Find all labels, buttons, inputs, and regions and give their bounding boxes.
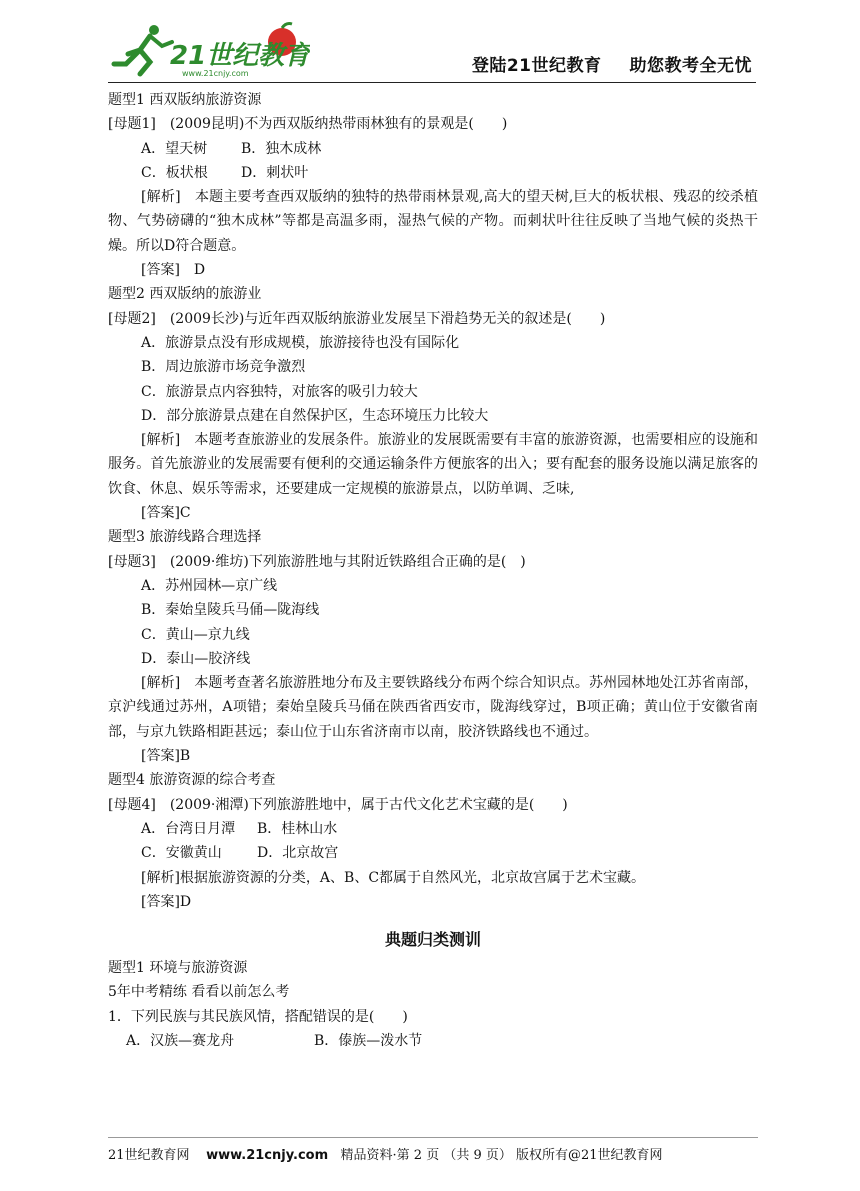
question-type-heading: 题型1 环境与旅游资源	[108, 960, 248, 977]
logo-text: 21世纪教育	[170, 41, 310, 71]
slogan-left: 登陆21世纪教育	[471, 56, 602, 76]
header-slogan	[472, 51, 752, 76]
option: D．北京故宫	[257, 845, 339, 862]
question-type-heading: 题型4 旅游资源的综合考查	[108, 772, 276, 789]
question-stem: [母题2] (2009长沙)与近年西双版纳旅游业发展呈下滑趋势无关的叙述是( )	[108, 310, 606, 327]
option: B．桂林山水	[257, 820, 338, 837]
option-row	[108, 841, 758, 865]
footer-url: www.21cnjy.com	[206, 1148, 329, 1163]
question-stem: [母题1] (2009昆明)不为西双版纳热带雨林独有的景观是( )	[108, 116, 508, 133]
21cnjy-logo	[110, 20, 310, 80]
option: C．黄山—京九线	[141, 626, 250, 643]
option: B．周边旅游市场竞争激烈	[141, 359, 306, 376]
answer: [答案]C	[141, 505, 191, 522]
page-header	[108, 14, 756, 83]
page-footer	[108, 1137, 758, 1163]
option: A．望天树	[141, 140, 208, 157]
analysis-paragraph: [解析] 本题考查著名旅游胜地分布及主要铁路线分布两个综合知识点。苏州园林地处江苏省南部，京沪线通过苏州，A项错；秦始皇陵兵马俑在陕西省西安市，陇海线穿过，B项正确；黄山位于安徽省南部，与京九铁路相距甚远；泰山位于山东省济南市以南，胶济铁路线也不通过。	[108, 675, 758, 740]
slogan-right: 助您教考全无忧	[629, 56, 752, 76]
option: C．安徽黄山	[141, 845, 222, 862]
question-type-heading: 题型1 西双版纳旅游资源	[108, 92, 262, 108]
logo-url: www.21cnjy.com	[182, 69, 249, 78]
question-type-heading: 题型2 西双版纳的旅游业	[108, 286, 262, 303]
option: C．旅游景点内容独特，对旅客的吸引力较大	[141, 383, 418, 400]
question-type-heading: 题型3 旅游线路合理选择	[108, 529, 262, 546]
option: A．台湾日月潭	[141, 820, 236, 837]
section-title: 典题归类测训	[384, 930, 481, 950]
footer-site: 21世纪教育网	[108, 1148, 190, 1163]
question-stem: [母题3] (2009·维坊)下列旅游胜地与其附近铁路组合正确的是( )	[108, 553, 526, 570]
answer: [答案]B	[141, 748, 191, 765]
option: B．秦始皇陵兵马俑—陇海线	[141, 602, 320, 619]
analysis-paragraph: [解析] 本题主要考查西双版纳的独特的热带雨林景观,高大的望天树,巨大的板状根、残忍的绞杀植物、气势磅礴的“独木成林”等都是高温多雨，湿热气候的产物。而刺状叶往往反映了当地气候的炎热干燥。所以D符合题意。	[108, 189, 758, 254]
document-body	[108, 88, 758, 1053]
option-row	[108, 817, 758, 841]
option: C．板状根	[141, 164, 208, 181]
option: B．傣族—泼水节	[314, 1032, 423, 1049]
running-figure-icon	[114, 25, 172, 74]
subheading: 5年中考精练 看看以前怎么考	[108, 984, 290, 1001]
option: A．汉族—赛龙舟	[126, 1032, 235, 1049]
option-row	[108, 137, 758, 161]
option-row	[108, 161, 758, 185]
analysis-line: [解析]根据旅游资源的分类，A、B、C都属于自然风光，北京故宫属于艺术宝藏。	[141, 869, 646, 886]
option-row	[108, 1029, 758, 1053]
option: A．旅游景点没有形成规模，旅游接待也没有国际化	[141, 334, 460, 351]
question-stem: [母题4] (2009·湘潭)下列旅游胜地中，属于古代文化艺术宝藏的是( )	[108, 796, 568, 813]
option: B．独木成林	[241, 140, 322, 157]
footer-page-info: 精品资料·第 2 页 （共 9 页） 版权所有@21世纪教育网	[340, 1148, 663, 1163]
analysis-paragraph: [解析] 本题考查旅游业的发展条件。旅游业的发展既需要有丰富的旅游资源，也需要相应的设施和服务。首先旅游业的发展需要有便利的交通运输条件方便旅客的出入；要有配套的服务设施以满足旅客的饮食、休息、娱乐等需求，还要建成一定规模的旅游景点，以防单调、乏味,	[108, 432, 758, 497]
option: D．部分旅游景点建在自然保护区，生态环境压力比较大	[141, 407, 489, 424]
question-stem: 1．下列民族与其民族风情，搭配错误的是( )	[108, 1008, 408, 1025]
option: D．泰山—胶济线	[141, 650, 251, 667]
option: D．刺状叶	[241, 164, 309, 181]
option: A．苏州园林—京广线	[141, 577, 278, 594]
answer: [答案]D	[141, 893, 192, 910]
answer: [答案] D	[141, 262, 206, 279]
